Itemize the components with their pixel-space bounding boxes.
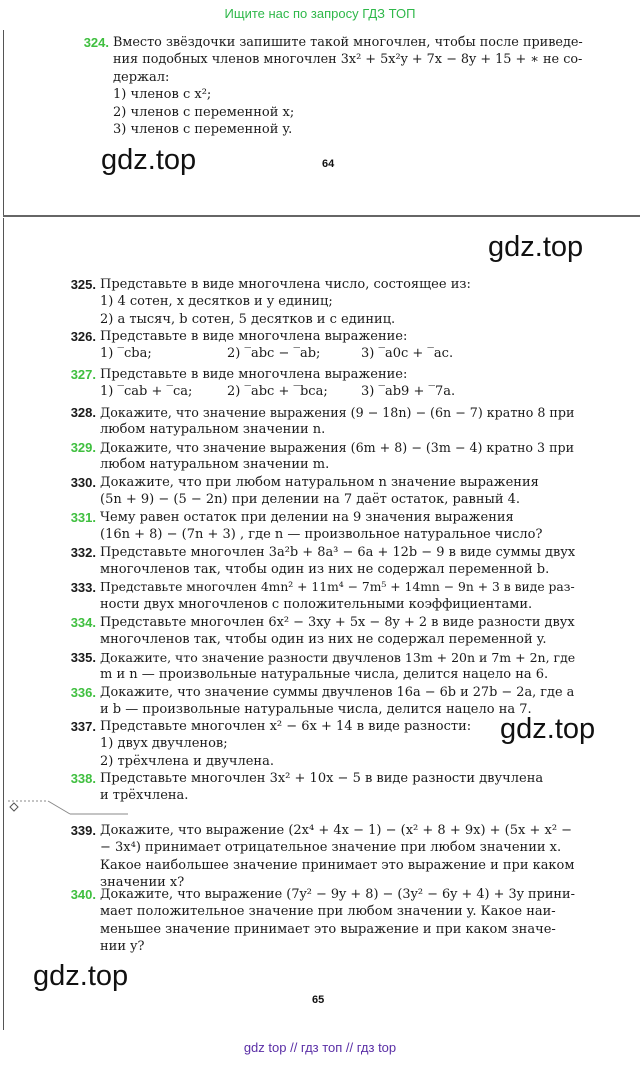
option: 1) ‾cba; [100, 346, 152, 362]
problem-337 [70, 718, 500, 770]
option: 2) ‾abc − ‾ab; [227, 346, 321, 362]
problem-number: 334. [70, 615, 96, 630]
problem-number: 337. [70, 719, 96, 734]
problem-line: ния подобных членов многочлен 3x² + 5x²y + 7x − 8y + 15 + ∗ не со- [113, 52, 583, 68]
watermark: gdz.top [500, 713, 596, 745]
watermark: gdz.top [488, 231, 584, 263]
page-number-top: 64 [322, 158, 335, 170]
page-number-bottom: 65 [312, 994, 325, 1006]
problem-line: 2) трёхчлена и двучлена. [100, 753, 274, 769]
problem-line: и трёхчлена. [100, 788, 189, 804]
problem-line: держал: [113, 69, 170, 85]
problem-number: 327. [70, 367, 96, 382]
problem-338 [70, 770, 575, 805]
problem-line: 1) членов с x²; [113, 87, 212, 103]
problem-line: 1) 4 сотен, x десятков и y единиц; [100, 294, 333, 310]
option: 1) ‾cab + ‾ca; [100, 384, 193, 400]
watermark: gdz.top [33, 960, 129, 992]
problem-line: (16n + 8) − (7n + 3) , где n — произвольное натуральное число? [100, 527, 543, 543]
problem-327 [70, 366, 575, 401]
problem-325 [70, 276, 575, 328]
problem-line: − 3x⁴) принимает отрицательное значение при любом значении x. [100, 840, 562, 856]
problem-line: Докажите, что при любом натуральном n значение выражения [100, 475, 539, 490]
problem-330 [70, 474, 575, 509]
problem-line: мает положительное значение при любом значении y. Какое наи- [100, 904, 556, 920]
problem-line: Представьте многочлен 3x² + 10x − 5 в виде разности двучлена [100, 771, 544, 786]
problem-line: Докажите, что значение выражения (6m + 8) − (3m − 4) кратно 3 при [100, 440, 575, 455]
problem-line: любом натуральном значении n. [100, 422, 326, 438]
problem-340 [70, 886, 575, 956]
problem-line: многочленов так, чтобы один из них не содержал переменной b. [100, 562, 550, 578]
problem-336 [70, 684, 575, 719]
problem-line: нии y? [100, 939, 145, 955]
problem-number: 332. [70, 545, 96, 560]
problem-line: Докажите, что выражение (7y² − 9y + 8) − (3y² − 6y + 4) + 3y прини- [100, 887, 575, 902]
problem-number: 339. [70, 823, 96, 838]
problem-line: любом натуральном значении m. [100, 457, 330, 473]
problem-number: 338. [70, 771, 96, 786]
problem-328 [70, 404, 575, 439]
problem-332 [70, 544, 576, 579]
problem-line: Представьте в виде многочлена выражение: [100, 329, 408, 344]
problem-line: значении x? [100, 875, 185, 891]
problem-line: 2) членов с переменной x; [113, 104, 295, 120]
footer-links[interactable]: gdz top // гдз топ // гдз top [243, 1040, 397, 1055]
page-left-border-bottom [3, 218, 4, 1030]
problem-line: Какое наибольшее значение принимает это выражение и при каком [100, 857, 575, 873]
problem-line: Докажите, что выражение (2x⁴ + 4x − 1) − (x² + 8 + 9x) + (5x + x² − [100, 823, 573, 838]
problem-line: Представьте многочлен 3a²b + 8a³ − 6a + 12b − 9 в виде суммы двух [100, 545, 576, 560]
problem-line: m и n — произвольные натуральные числа, делится нацело на 6. [100, 667, 549, 683]
problem-line: Представьте в виде многочлена выражение: [100, 367, 408, 382]
problem-line: Чему равен остаток при делении на 9 значения выражения [100, 510, 514, 525]
problem-options [100, 383, 575, 400]
problem-line: 3) членов с переменной y. [113, 122, 293, 138]
problem-line: меньшее значение принимает это выражение и при каком значе- [100, 921, 556, 937]
problem-334 [70, 614, 575, 649]
problem-line: и b — произвольные натуральные числа, делится нацело на 7. [100, 702, 532, 718]
option: 3) ‾ab9 + ‾7a. [361, 384, 456, 400]
problem-number: 330. [70, 475, 96, 490]
problem-number: 328. [70, 405, 96, 420]
problem-329 [70, 439, 575, 474]
problem-number: 331. [70, 510, 96, 525]
problem-339 [70, 822, 575, 892]
watermark: gdz.top [101, 144, 197, 176]
problem-line: Докажите, что значение выражения (9 − 18n) − (6n − 7) кратно 8 при [100, 405, 575, 420]
problem-number: 329. [70, 440, 96, 455]
problem-number: 335. [70, 650, 96, 665]
problem-number: 336. [70, 685, 96, 700]
problem-number: 333. [70, 580, 96, 595]
problem-331 [70, 509, 575, 544]
option: 2) ‾abc + ‾bca; [227, 384, 328, 400]
problem-line: Докажите, что значение разности двучленов 13m + 20n и 7m + 2n, где [100, 650, 576, 665]
problem-number: 324. [83, 35, 109, 50]
page-left-border-top [3, 30, 4, 216]
top-banner[interactable]: Ищите нас по запросу ГДЗ ТОП [224, 6, 416, 21]
problem-324 [83, 34, 583, 138]
problem-number: 326. [70, 329, 96, 344]
problem-line: Докажите, что значение суммы двучленов 16a − 6b и 27b − 2a, где a [100, 685, 575, 700]
problem-335 [70, 649, 576, 684]
problem-333 [70, 579, 575, 614]
problem-line: ности двух многочленов с положительными коэффициентами. [100, 597, 533, 613]
problem-326 [70, 328, 575, 363]
problem-line: 2) a тысяч, b сотен, 5 десятков и c единиц. [100, 311, 396, 327]
problem-line: многочленов так, чтобы один из них не содержал переменной y. [100, 632, 547, 648]
page-divider [3, 215, 640, 217]
problem-line: Представьте в виде многочлена число, состоящее из: [100, 277, 471, 292]
problem-line: Представьте многочлен 6x² − 3xy + 5x − 8y + 2 в виде разности двух [100, 615, 575, 630]
problem-line: Представьте многочлен x² − 6x + 14 в виде разности: [100, 719, 472, 734]
problem-line: Вместо звёздочки запишите такой многочлен, чтобы после приведе- [113, 35, 583, 50]
problem-line: Представьте многочлен 4mn² + 11m⁴ − 7m⁵ + 14mn − 9n + 3 в виде раз- [100, 580, 575, 594]
problem-line: 1) двух двучленов; [100, 736, 228, 752]
option: 3) ‾a0c + ‾ac. [361, 346, 454, 362]
problem-number: 325. [70, 277, 96, 292]
problem-number: 340. [70, 887, 96, 902]
problem-line: (5n + 9) − (5 − 2n) при делении на 7 даёт остаток, равный 4. [100, 492, 521, 508]
problem-options [100, 345, 575, 362]
